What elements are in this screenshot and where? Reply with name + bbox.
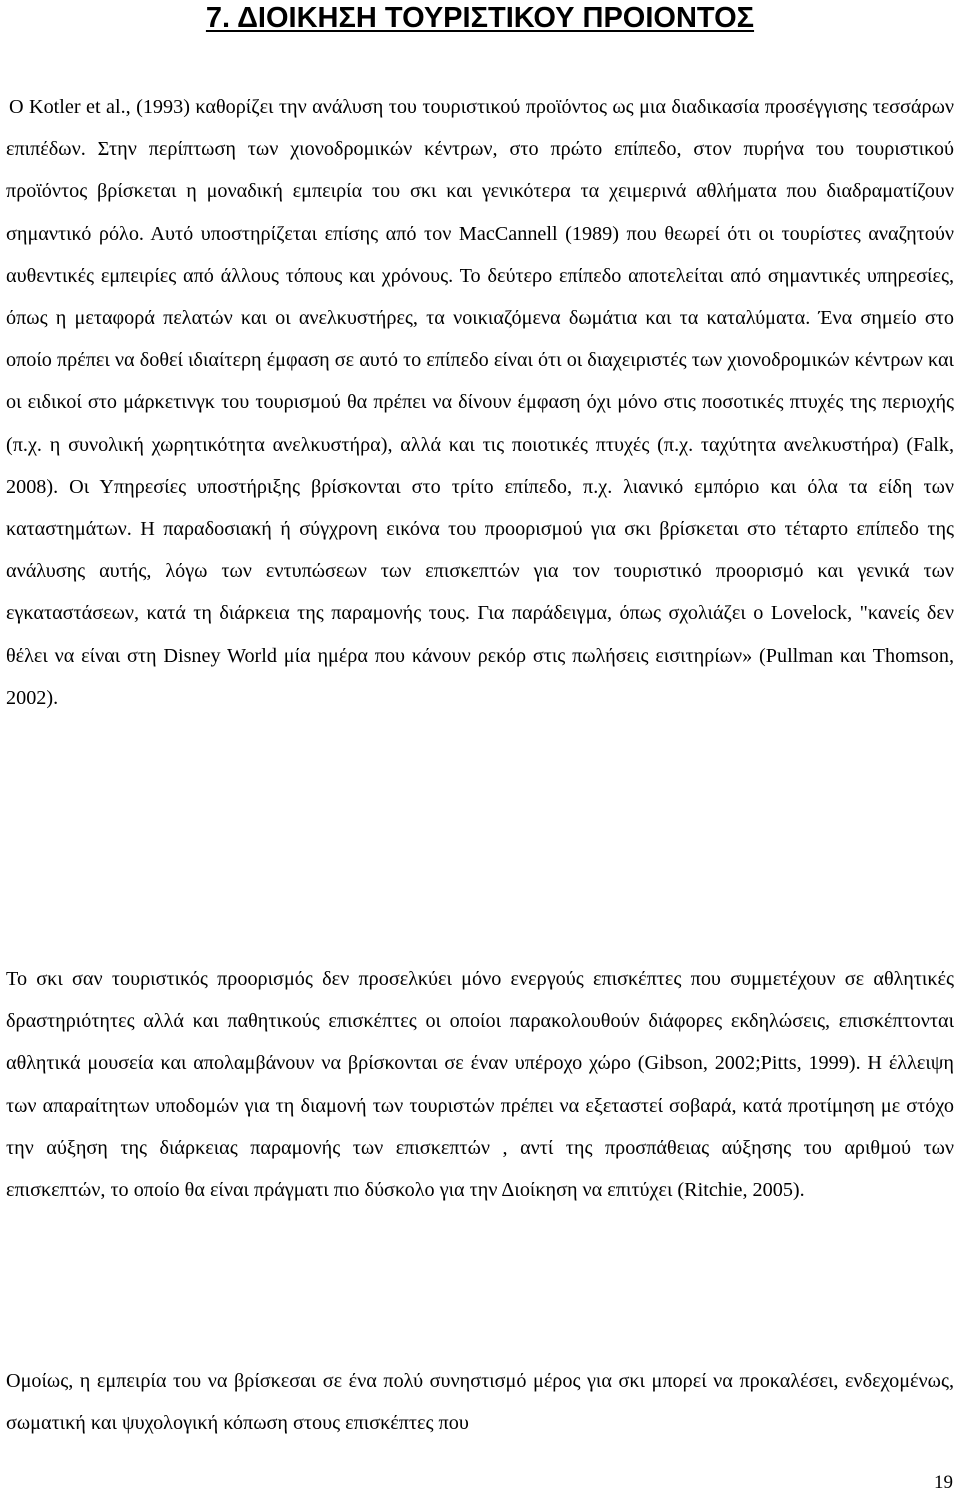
section-heading: 7. ΔΙΟΙΚΗΣΗ ΤΟΥΡΙΣΤΙΚΟΥ ΠΡΟΙΟΝΤΟΣ (205, 2, 755, 34)
body-paragraph-3: Ομοίως, η εμπειρία του να βρίσκεσαι σε ένα πολύ συνηστισμό μέρος για σκι μπορεί να προκαλέσει, ενδεχομένως, σωματική και ψυχολογική κόπωση στους επισκέπτες που (6, 1370, 954, 1435)
page-number: 19 (934, 1472, 953, 1493)
body-paragraph-1: Ο Kotler et al., (1993) καθορίζει την ανάλυση του τουριστικού προϊόντος ως μια διαδικασία προσέγγισης τεσσάρων επιπέδων. Στην περίπτωση των χιονοδρομικών κέντρων, στο πρώτο επίπεδο, στον πυρήνα του τουριστικού προϊόντος βρίσκεται η μοναδική εμπειρία του σκι και γενικότερα τα χειμερινά αθλήματα που διαδραματίζουν σημαντικό ρόλο. Αυτό υποστηρίζεται επίσης από τον MacCannell (1989) που θεωρεί ότι οι τουρίστες αναζητούν αυθεντικές εμπειρίες από άλλους τόπους και χρόνους. Το δεύτερο επίπεδο αποτελείται από σημαντικές υπηρεσίες, όπως η μεταφορά πελατών και οι ανελκυστήρες, τα νοικιαζόμενα δωμάτια και τα καταλύματα. Ένα σημείο στο οποίο πρέπει να δοθεί ιδιαίτερη έμφαση σε αυτό το επίπεδο είναι ότι οι διαχειριστές των χιονοδρομικών κέντρων και οι ειδικοί στο μάρκετινγκ του τουρισμού θα πρέπει να δίνουν έμφαση όχι μόνο στις ποσοτικές πτυχές της περιοχής (π.χ. η συνολική χωρητικότητα ανελκυστήρα), αλλά και τις ποιοτικές πτυχές (π.χ. ταχύτητα ανελκυστήρα) (Falk, 2008). Οι Υπηρεσίες υποστήριξης βρίσκονται στο τρίτο επίπεδο, π.χ. λιανικό εμπόριο και όλα τα είδη των καταστημάτων. Η παραδοσιακή ή σύγχρονη εικόνα του προορισμού για σκι βρίσκεται στο τέταρτο επίπεδο της ανάλυσης αυτής, λόγω των εντυπώσεων των επισκεπτών για τον τουριστικό προορισμό και γενικά των εγκαταστάσεων, κατά τη διάρκεια της παραμονής τους. Για παράδειγμα, όπως σχολιάζει ο Lovelock, "κανείς δεν θέλει να είναι στη Disney World μία ημέρα που κάνουν ρεκόρ στις πωλήσεις εισιτηρίων» (Pullman και Thomson, 2002). (6, 96, 954, 709)
body-paragraph-2: Το σκι σαν τουριστικός προορισμός δεν προσελκύει μόνο ενεργούς επισκέπτες που συμμετέχουν σε αθλητικές δραστηριότητες αλλά και παθητικούς επισκέπτες οι οποίοι παρακολουθούν διάφορες εκδηλώσεις, επισκέπτονται αθλητικά μουσεία και απολαμβάνουν να βρίσκονται σε έναν υπέροχο χώρο (Gibson, 2002;Pitts, 1999). Η έλλειψη των απαραίτητων υποδομών για τη διαμονή των τουριστών πρέπει να εξεταστεί σοβαρά, κατά προτίμηση με στόχο την αύξηση της διάρκειας παραμονής των επισκεπτών , αντί της προσπάθειας αύξησης του αριθμού των επισκεπτών, το οποίο θα είναι πράγματι πιο δύσκολο για την Διοίκηση να επιτύχει (Ritchie, 2005). (6, 968, 954, 1202)
